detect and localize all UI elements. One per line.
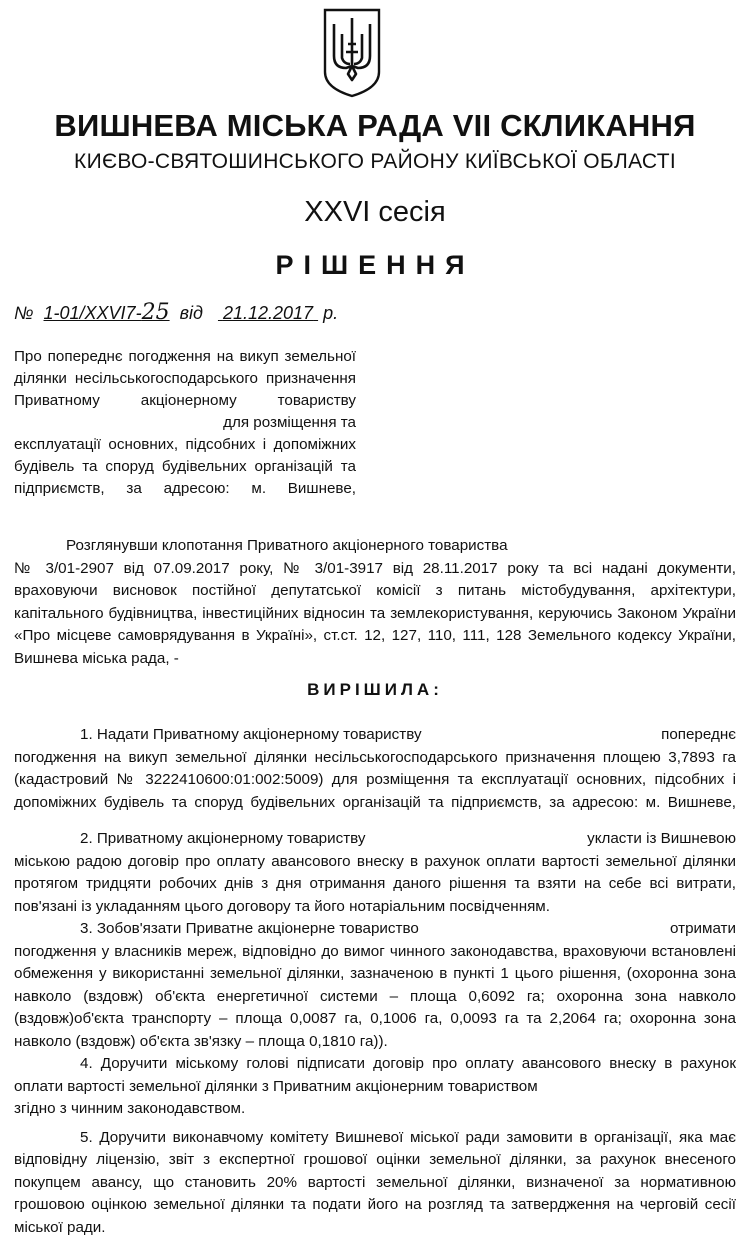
- item-line: погодження на викуп земельної ділянки несільськогосподарського призначення площею 3,7893 га: [14, 747, 736, 770]
- preamble-line: № 3/01-2907 від 07.09.2017 року, № 3/01-3917 від 28.11.2017 року та всі надані документи,: [14, 558, 736, 581]
- decision-title: РІШЕННЯ: [0, 250, 750, 281]
- item-text: 1. Надати Приватному акціонерному товариству: [80, 724, 422, 747]
- spacer: [14, 814, 736, 828]
- decision-subject: [14, 346, 356, 500]
- item-line: покупцем авансу, що становить 20% вартості земельної ділянки, визначеної за нормативною: [14, 1172, 736, 1195]
- subject-line: будівель та споруд будівельних організацій та: [14, 456, 356, 478]
- item-line: відповідну ліцензію, звіт з експертної грошової оцінки земельної ділянки, за рахунок внесеного: [14, 1149, 736, 1172]
- item-line: міською радою договір про оплату авансового внеску в рахунок оплати вартості земельної ділянки: [14, 851, 736, 874]
- decision-item-3: [14, 918, 736, 1053]
- item-text: попереднє: [661, 724, 736, 747]
- decision-number: [44, 303, 170, 323]
- item-line: міської ради.: [14, 1217, 736, 1239]
- subject-line: підприємств, за адресою: м. Вишневе,: [14, 478, 356, 500]
- item-line: погодження у власників мереж, відповідно до вимог чинного законодавства, враховуючи встановлені: [14, 941, 736, 964]
- decision-date-text: 21.12.2017: [223, 303, 313, 323]
- item-line: (кадастровий № 3222410600:01:002:5009) для розміщення та експлуатації основних, підсобних і: [14, 769, 736, 792]
- item-text: отримати: [670, 918, 736, 941]
- item-line: обмеження у використанні земельної ділянки, зазначеною в пункті 1 цього рішення, (охоронна зона: [14, 963, 736, 986]
- decision-number-text: 1-01/XXVI7-: [44, 303, 142, 323]
- item-line: навколо (вздовж) об'єкта енергетичної системи – площа 0,6092 га; охоронна зона навколо: [14, 986, 736, 1009]
- item-line: навколо (вздовж) об'єкта зв'язку – площа 0,1810 га)).: [14, 1031, 736, 1054]
- item-line: пов'язані із укладанням цього договору та його нотаріальним посвідченням.: [14, 896, 736, 919]
- item-line: протягом тридцяти робочих днів з дня отримання даного рішення та взяти на себе всі витрати,: [14, 873, 736, 896]
- item-line: допоміжних будівель та споруд будівельних організацій та підприємств, за адресою: м. Вишневе,: [14, 792, 736, 815]
- item-first-line: [14, 724, 736, 747]
- subject-line: Про попереднє погодження на викуп земельної: [14, 346, 356, 368]
- from-word: від: [180, 303, 203, 323]
- trident-coat-of-arms-icon: [322, 8, 382, 98]
- preamble-line: Вишнева міська рада, -: [14, 648, 736, 671]
- session-label: XXVI сесія: [0, 196, 750, 229]
- preamble-line: «Про місцеве самоврядування в Україні», ст.ст. 12, 127, 110, 111, 128 Земельного кодексу України,: [14, 625, 736, 648]
- district-name: КИЄВО-СВЯТОШИНСЬКОГО РАЙОНУ КИЇВСЬКОЇ ОБЛАСТІ: [0, 150, 750, 174]
- preamble-line: капітального будівництва, інвестиційних відносин та землекористування, керуючись Законом України: [14, 603, 736, 626]
- item-first-line: 4. Доручити міському голові підписати договір про оплату авансового внеску в рахунок: [14, 1053, 736, 1076]
- item-first-line: [14, 828, 736, 851]
- decision-number-line: [14, 300, 338, 325]
- item-first-line: [14, 918, 736, 941]
- decision-date: [218, 303, 318, 323]
- preamble-line: Розглянувши клопотання Приватного акціонерного товариства: [14, 535, 736, 558]
- decision-item-5: [14, 1127, 736, 1239]
- subject-line: експлуатації основних, підсобних і допоміжних: [14, 434, 356, 456]
- number-prefix: №: [14, 303, 34, 323]
- item-first-line: 5. Доручити виконавчому комітету Вишневої міської ради замовити в організації, яка має: [14, 1127, 736, 1150]
- year-suffix: р.: [323, 303, 338, 323]
- decision-item-4: [14, 1053, 736, 1121]
- item-line: оплати вартості земельної ділянки з Приватним акціонерним товариством: [14, 1076, 736, 1099]
- subject-line: Приватному акціонерному товариству: [14, 390, 356, 412]
- council-name: ВИШНЕВА МІСЬКА РАДА VII СКЛИКАННЯ: [0, 108, 750, 144]
- handwritten-number: 25: [142, 300, 170, 325]
- item-text: 3. Зобов'язати Приватне акціонерне товариство: [80, 918, 419, 941]
- decision-item-2: [14, 828, 736, 918]
- preamble-line: враховуючи висновок постійної депутатської комісії з питань містобудування, архітектури,: [14, 580, 736, 603]
- preamble: [14, 535, 736, 670]
- item-line: (вздовж)об'єкта транспорту – площа 0,0087 га, 0,1006 га, 0,0093 га та 2,2064 га; охоронна зона: [14, 1008, 736, 1031]
- decision-item-1: [14, 724, 736, 814]
- subject-line: ділянки несільськогосподарського призначення: [14, 368, 356, 390]
- decision-items: [14, 724, 736, 1239]
- item-line: згідно з чинним законодавством.: [14, 1098, 736, 1121]
- subject-line: для розміщення та: [14, 412, 356, 434]
- item-text: 2. Приватному акціонерному товариству: [80, 828, 366, 851]
- item-line: грошовою оцінкою земельної ділянки та подати його на розгляд та затвердження на черговій сесії: [14, 1194, 736, 1217]
- resolved-heading: ВИРІШИЛА:: [0, 680, 750, 700]
- item-text: укласти із Вишневою: [587, 828, 736, 851]
